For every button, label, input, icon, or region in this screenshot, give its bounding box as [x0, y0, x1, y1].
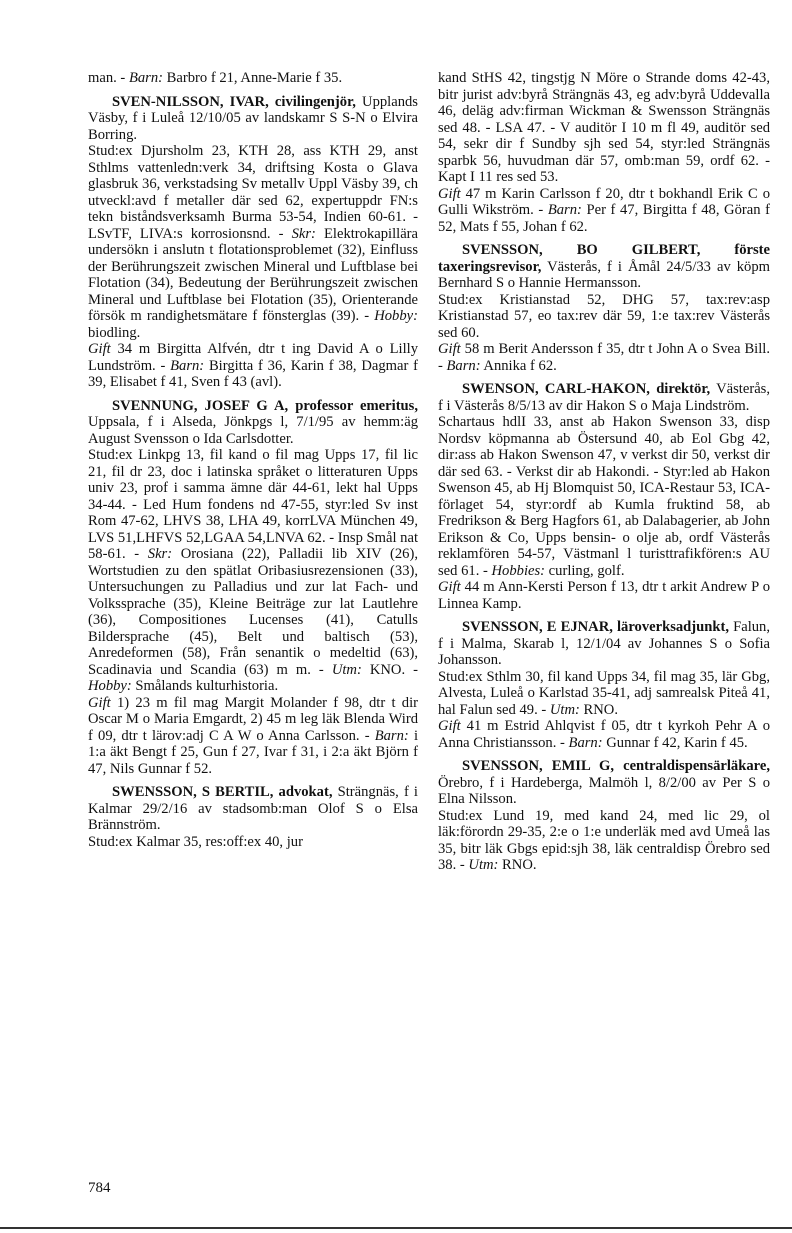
- field-label: Gift: [438, 185, 461, 202]
- text-run: Uppsala, f i Alseda, Jönkpgs l, 7/1/95 av hemm:äg August Svensson o Ida Carlsdotter.: [88, 414, 418, 447]
- field-label: Utm:: [549, 701, 580, 718]
- text-run: Smålands kulturhistoria.: [131, 678, 279, 694]
- text-run: 58 m Berit Andersson f 35, dtr t John A o Svea Bill. -: [438, 341, 770, 374]
- text-run: biodling.: [88, 324, 141, 341]
- text-run: [700, 242, 734, 258]
- field-label: Hobby:: [374, 308, 418, 324]
- text-run: KNO. -: [361, 661, 418, 678]
- entry-name: SWENSON, CARL-HAKON,: [462, 381, 650, 397]
- text-run: curling, golf.: [545, 562, 625, 579]
- entry-paragraph: [88, 70, 418, 87]
- field-label: Hobbies:: [491, 562, 546, 579]
- text-run: Upplands Väsby, f i Luleå 12/10/05 av landskamr S S-N o Elvira Borring.: [88, 93, 418, 143]
- page-edge-line: [0, 1227, 792, 1229]
- entry-heading-paragraph: [88, 94, 418, 144]
- entry-paragraph: [88, 695, 418, 778]
- entry-title: direktör,: [656, 381, 711, 397]
- biography-entry: [438, 70, 770, 235]
- entry-paragraph: [438, 808, 770, 874]
- text-run: Elektrokapillära undersökn i anslutn t flotationsproblemet (32), Einfluss der Berührungszeit zwischen Mineral und Luftblase bei Flotation (34), Bedeutung der Berührungszeit zwischen Mineral und Luftblase bei Flotation (35), Orienterande försök m randighetsmätare f fönsterglas (39). -: [88, 225, 419, 324]
- field-label: Utm:: [331, 661, 362, 678]
- entry-heading-paragraph: [438, 758, 770, 808]
- text-run: RNO.: [579, 701, 618, 718]
- text-run: [614, 758, 623, 774]
- entry-heading-paragraph: [88, 398, 418, 448]
- entry-title: förste taxeringsrevisor,: [438, 242, 770, 275]
- entry-paragraph: [88, 143, 418, 341]
- entry-name: SVENNUNG, JOSEF G A,: [112, 397, 289, 414]
- text-run: Birgitta f 36, Karin f 38, Dagmar f 39, Elisabet f 41, Sven f 43 (avl).: [88, 357, 418, 390]
- entry-paragraph: [88, 447, 418, 695]
- entry-title: civilingenjör,: [274, 93, 356, 110]
- text-run: 34 m Birgitta Alfvén, dtr t ing David A o Lilly Lundström. -: [88, 341, 418, 374]
- entry-heading-paragraph: [438, 381, 770, 414]
- text-run: Barbro f 21, Anne-Marie f 35.: [163, 70, 343, 86]
- right-column: [438, 70, 770, 878]
- entry-name: SVEN-NILSSON, IVAR,: [112, 93, 269, 110]
- text-run: Stud:ex Lund 19, med kand 24, med lic 29, ol läk:förordn 29-35, 2:e o 1:e underläk med avd Umeå las 35, bitr läk Gbgs epid:sjh 38, läk centraldisp Örebro sed 38. -: [438, 807, 770, 873]
- field-label: Skr:: [147, 546, 173, 562]
- biography-entry: [438, 758, 770, 874]
- entry-paragraph: [438, 414, 770, 579]
- biography-entry: [88, 70, 418, 87]
- field-label: Gift: [438, 341, 461, 357]
- field-label: Barn:: [374, 727, 409, 744]
- entry-paragraph: [438, 292, 770, 342]
- field-label: Hobby:: [88, 678, 132, 694]
- entry-paragraph: [438, 186, 770, 236]
- field-label: Utm:: [468, 857, 499, 873]
- entry-heading-paragraph: [438, 242, 770, 292]
- text-run: man. -: [88, 70, 129, 86]
- biography-entry: [88, 784, 418, 850]
- biography-entry: [438, 619, 770, 751]
- entry-name: SVENSSON, BO GILBERT,: [462, 242, 701, 258]
- field-label: Barn:: [170, 357, 205, 374]
- text-run: 47 m Karin Carlsson f 20, dtr t bokhandl Erik C o Gulli Wikström. -: [438, 185, 770, 218]
- entry-heading-paragraph: [438, 619, 770, 669]
- entry-paragraph: [438, 579, 770, 612]
- entry-paragraph: [438, 718, 770, 751]
- field-label: Barn:: [128, 70, 163, 86]
- text-run: Orosiana (22), Palladii lib XIV (26), Wortstudien zu den spätlat Oribasiusrezensionen (33), Untersuchungen zu Palladius und zur lat Fach- und Volkssprache (35), Kleine Beiträge zur lat Lautlehre (36), Compositiones Lucenses (41), Catulls Bildersprache (45), Belt und baltisch (53), Anredeformen (58), Från senantik o medeltid (63), Scadinavia und Scandia (63) m m. -: [88, 546, 418, 678]
- field-label: Barn:: [547, 202, 582, 218]
- biography-entry: [88, 94, 418, 391]
- entry-heading-paragraph: [88, 784, 418, 834]
- field-label: Barn:: [568, 734, 603, 751]
- text-run: 1) 23 m fil mag Margit Molander f 98, dtr t dir Oscar M o Maria Emgardt, 2) 45 m leg läk Blenda Wird f 09, dtr t lärov:adj C A W o Anna Carlsson. -: [88, 694, 418, 744]
- biography-entry: [438, 242, 770, 374]
- field-label: Gift: [438, 718, 461, 734]
- text-run: Stud:ex Sthlm 30, fil kand Upps 34, fil mag 35, lär Gbg, Alvesta, Luleå o Karlstad 35-41, adj samrealsk Piteå 41, hal Falun sed 49. -: [438, 668, 770, 718]
- entry-paragraph: [438, 341, 770, 374]
- text-run: 41 m Estrid Ahlqvist f 05, dtr t kyrkoh Pehr A o Anna Christiansson. -: [438, 718, 770, 751]
- text-run: Annika f 62.: [480, 357, 557, 374]
- text-run: i 1:a äkt Bengt f 25, Gun f 27, Ivar f 31, i 2:a äkt Björn f 47, Nils Gunnar f 52.: [88, 727, 418, 777]
- field-label: Skr:: [291, 225, 316, 242]
- field-label: Gift: [88, 694, 111, 711]
- entry-title: centraldispensärläkare,: [623, 758, 770, 774]
- text-run: Stud:ex Kalmar 35, res:off:ex 40, jur: [88, 833, 303, 850]
- text-run: Stud:ex Djursholm 23, KTH 28, ass KTH 29, anst Sthlms vattenledn:verk 34, driftsing Kosta o Glava glasbruk 36, verkstadsing Sv metallv Uppl Väsby 39, ch utveckl:avd f metaller där sed 62, expertuppdr FN:s tekn biståndsverksamh Burma 53-54, Indien 60-61. - LSvTF, LIVA:s korrosionsnd. -: [88, 143, 418, 242]
- entry-title: professor emeritus,: [295, 397, 418, 414]
- text-run: Gunnar f 42, Karin f 45.: [602, 734, 748, 751]
- field-label: Barn:: [446, 357, 481, 374]
- text-run: Stud:ex Kristianstad 52, DHG 57, tax:rev:asp Kristianstad 57, eo tax:rev där 59, 1:e tax:rev Västerås sed 60.: [438, 291, 770, 341]
- text-run: kand StHS 42, tingstjg N Möre o Strande doms 42-43, bitr jurist adv:byrå Strängnäs 43, eg adv:byrå Uddevalla 46, deläg adv:firman Wickman & Swensson Strängnäs sed 48. - LSA 47. - V auditör I 10 m fl 49, auditör sed 54, sekr dir f Sundby sjh sed 54, styr:led Strängnäs sparbk 56, huvudman där 57, omb:man 59, ordf 62. - Kapt I 11 res sed 53.: [438, 70, 770, 185]
- text-run: Västerås, f i Västerås 8/5/13 av dir Hakon S o Maja Lindström.: [438, 381, 771, 414]
- text-run: Stud:ex Linkpg 13, fil kand o fil mag Upps 17, fil lic 21, fil dr 23, doc i latinska språket o litteraturen Upps univ 23, prof i samma ämne där 44-61, lekt hal Upps 34-44. - Led Hum fondens nd 47-55, styr:led Sv inst Rom 47-62, LHVS 38, LHA 49, korrLVA München 49, LVS 51,LHFVS 52,LGAA 54,LNVA 62. - Insp Smål nat 58-61. -: [88, 447, 419, 562]
- biography-entry: [88, 398, 418, 778]
- text-run: Örebro, f i Hardeberga, Malmöh l, 8/2/00 av Per S o Elna Nilsson.: [438, 774, 770, 807]
- text-run: Strängnäs, f i Kalmar 29/2/16 av stadsomb:man Olof S o Elsa Brännström.: [88, 784, 418, 833]
- entry-paragraph: [438, 669, 770, 719]
- text-run: Schartaus hdlI 33, anst ab Hakon Swenson 33, disp Nordsv köpmanna ab Östersund 40, ab Eol Gbg 42, dir:ass ab Hakon Swenson 47, v verkst dir 50, verkst dir där sed 63. - Verkst dir ab Hakondi. - Styr:led ab Hakon Swenson 45, ab Hj Blomquist 50, ICA-Restaur 53, ICA-förlaget 54, styr:ordf ab Kumla fruktind 58, ab Fredrikson & Berg Hagfors 61, ab Dalabagerier, ab John Erikson & Co, Upps bensin- o olje ab, ordf Västerås reklamfören 54-57, Västmanl l turisttrafikfören:s AU sed 61. -: [438, 414, 770, 579]
- entry-paragraph: [88, 834, 418, 851]
- field-label: Gift: [88, 341, 111, 357]
- entry-name: SVENSSON, E EJNAR,: [462, 619, 613, 635]
- text-run: Falun, f i Malma, Skarab l, 12/1/04 av Johannes S o Sofia Johansson.: [438, 619, 770, 668]
- entry-paragraph: [88, 341, 418, 391]
- left-column: [88, 70, 418, 854]
- text-run: 44 m Ann-Kersti Person f 13, dtr t arkit Andrew P o Linnea Kamp.: [438, 579, 770, 612]
- entry-title: läroverksadjunkt,: [616, 619, 730, 635]
- entry-name: SVENSSON, EMIL G,: [462, 758, 614, 774]
- text-run: Per f 47, Birgitta f 48, Göran f 52, Mats f 55, Johan f 62.: [438, 202, 770, 235]
- page-number: 784: [88, 1180, 111, 1196]
- field-label: Gift: [438, 579, 461, 595]
- biography-entry: [438, 381, 770, 612]
- entry-paragraph: [438, 70, 770, 186]
- text-run: Västerås, f i Åmål 24/5/33 av köpm Bernhard S o Hannie Hermansson.: [438, 258, 770, 291]
- entry-name: SWENSSON, S BERTIL,: [112, 784, 274, 800]
- text-run: RNO.: [498, 857, 537, 873]
- entry-title: advokat,: [278, 784, 333, 800]
